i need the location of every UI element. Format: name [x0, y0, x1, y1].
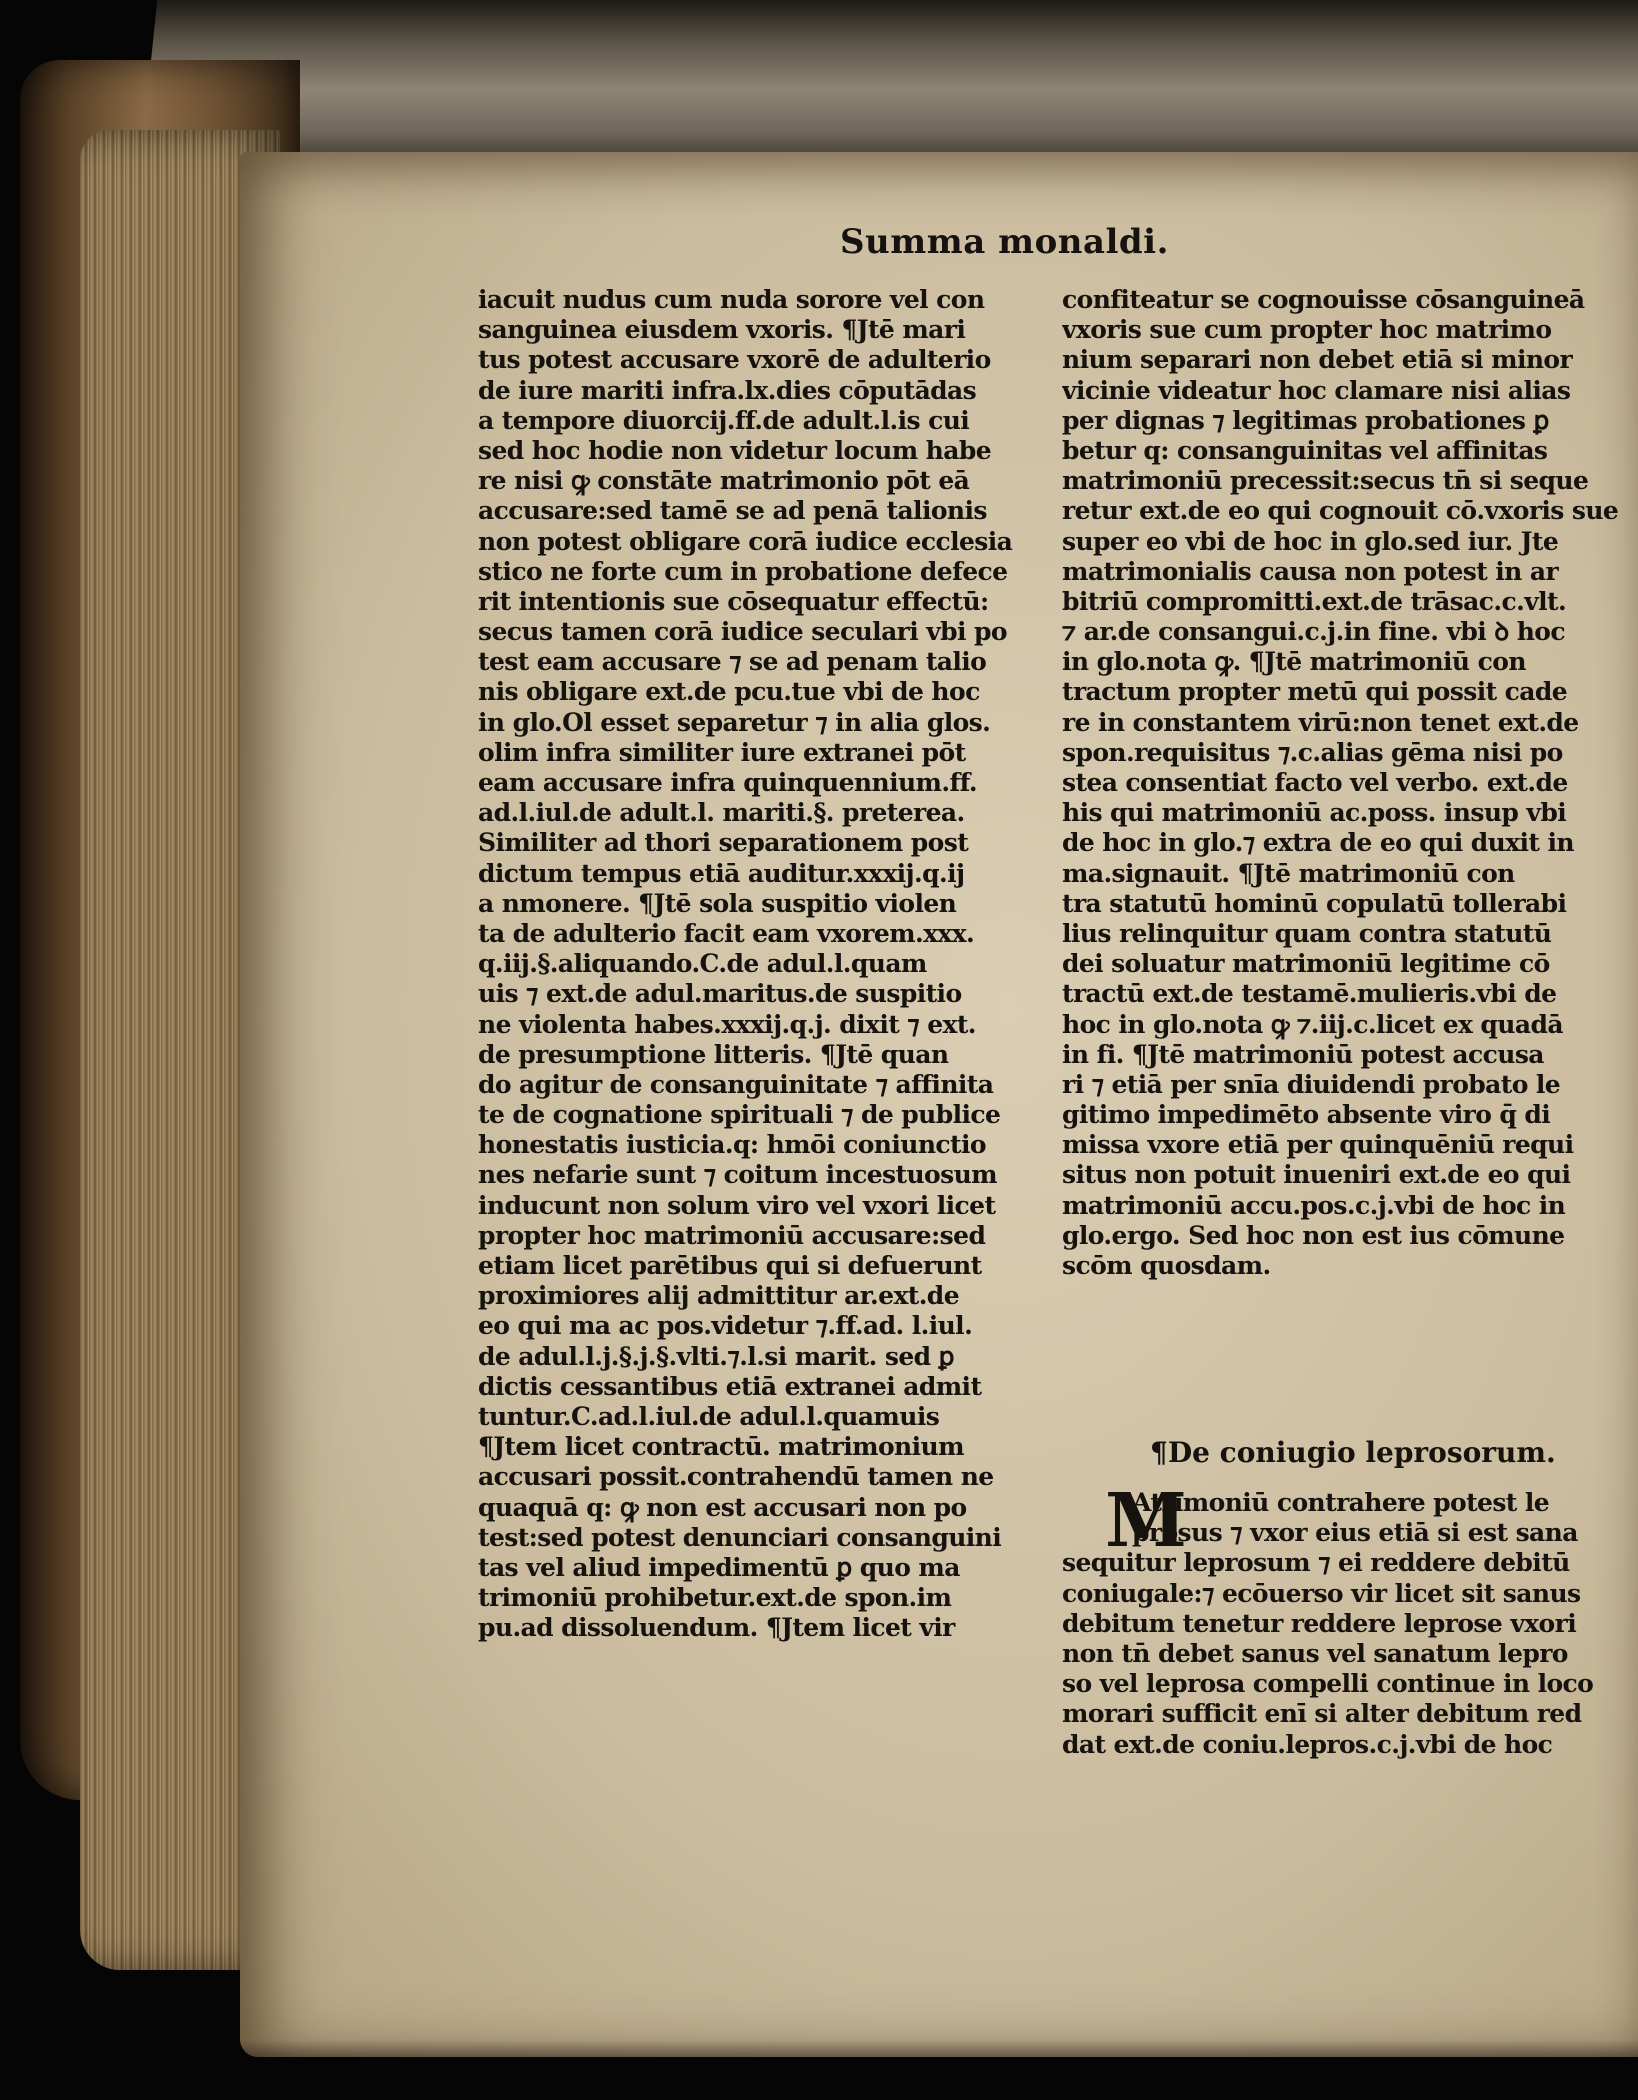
text-line: matrimoniū precessit:secus tn̄ si seque	[1062, 466, 1589, 496]
text-line: so vel leprosa compelli continue in loco	[1062, 1669, 1594, 1699]
text-line: in glo.Ol esset separetur ⁊ in alia glos.	[478, 707, 991, 737]
text-line: dei soluatur matrimoniū legitime cō	[1062, 949, 1550, 979]
text-line: stico ne forte cum in probatione defece	[478, 556, 1008, 586]
text-line: a tempore diuorcij.ff.de adult.l.is cui	[478, 405, 970, 435]
text-line: de presumptione litteris. ¶Jtē quan	[478, 1039, 949, 1069]
section-heading: ¶De coniugio leprosorum.	[1150, 1436, 1556, 1469]
text-line: in fi. ¶Jtē matrimoniū potest accusa	[1062, 1039, 1544, 1069]
text-line: quaquā q: ꝙ non est accusari non po	[478, 1492, 967, 1522]
text-line: re in constantem virū:non tenet ext.de	[1062, 707, 1579, 737]
text-line: scōm quosdam.	[1062, 1251, 1271, 1280]
text-line: bitriū compromitti.ext.de trāsac.c.vlt.	[1062, 586, 1567, 616]
text-line: nium separari non debet etiā si minor	[1062, 345, 1573, 375]
text-line: matrimoniū accu.pos.c.j.vbi de hoc in	[1062, 1190, 1566, 1220]
text-line: his qui matrimoniū ac.poss. insup vbi	[1062, 798, 1567, 828]
text-line: do agitur de consanguinitate ⁊ affinita	[478, 1069, 994, 1099]
text-line: test eam accusare ⁊ se ad penam talio	[478, 647, 987, 677]
text-line: etiam licet parētibus qui si defuerunt	[478, 1251, 982, 1280]
text-line: ta de adulterio facit eam vxorem.xxx.	[478, 918, 975, 948]
text-line: lius relinquitur quam contra statutū	[1062, 918, 1552, 948]
text-line: ne violenta habes.xxxij.q.j. dixit ⁊ ext.	[478, 1009, 976, 1039]
text-line: test:sed potest denunciari consanguini	[478, 1522, 1002, 1552]
text-line: sanguinea eiusdem vxoris. ¶Jtē mari	[478, 315, 966, 345]
text-line: matrimonialis causa non potest in ar	[1062, 556, 1559, 586]
text-line: tractum propter metū qui possit cade	[1062, 677, 1568, 707]
text-line: in glo.nota ꝙ. ¶Jtē matrimoniū con	[1062, 647, 1526, 677]
text-line: confiteatur se cognouisse cōsanguineā	[1062, 285, 1585, 314]
text-line: morari sufficit enī si alter debitum red	[1062, 1699, 1582, 1729]
text-line: tuntur.C.ad.l.iul.de adul.l.quamuis	[478, 1401, 940, 1431]
text-line: te de cognatione spirituali ⁊ de publice	[478, 1100, 1001, 1130]
text-line: propter hoc matrimoniū accusare:sed	[478, 1220, 986, 1250]
text-line: ri ⁊ etiā per snīa diuidendi probato le	[1062, 1069, 1561, 1099]
text-line: sed hoc hodie non videtur locum habe	[478, 435, 992, 465]
text-line: coniugale:⁊ ecōuerso vir licet sit sanus	[1062, 1578, 1581, 1608]
text-line: eo qui ma ac pos.videtur ⁊.ff.ad. l.iul.	[478, 1311, 973, 1341]
text-line: ⁊ ar.de consangui.c.j.in fine. vbi ꝺ hoc	[1062, 617, 1566, 647]
text-line: prosus ⁊ vxor eius etiā si est sana	[1132, 1518, 1578, 1548]
text-line: ¶Jtem licet contractū. matrimonium	[478, 1432, 964, 1462]
bottom-shadow	[240, 2040, 1638, 2100]
text-line: gitimo impedimēto absente viro q̄ di	[1062, 1100, 1551, 1130]
text-line: proximiores alij admittitur ar.ext.de	[478, 1281, 959, 1311]
right-column-lower	[1062, 1478, 1627, 1760]
text-line: ma.signauit. ¶Jtē matrimoniū con	[1062, 858, 1515, 888]
text-line: dat ext.de coniu.lepros.c.j.vbi de hoc	[1062, 1729, 1553, 1759]
drop-cap: M	[1105, 1478, 1187, 1564]
text-line: sequitur leprosum ⁊ ei reddere debitū	[1062, 1548, 1570, 1578]
text-line: vxoris sue cum propter hoc matrimo	[1062, 315, 1552, 345]
text-line: rit intentionis sue cōsequatur effectū:	[478, 586, 989, 616]
text-line: per dignas ⁊ legitimas probationes ꝑ	[1062, 405, 1549, 435]
text-line: ad.l.iul.de adult.l. mariti.§. preterea.	[478, 798, 965, 828]
text-line: uis ⁊ ext.de adul.maritus.de suspitio	[478, 979, 962, 1009]
left-column	[478, 285, 1058, 1643]
text-line: a nmonere. ¶Jtē sola suspitio violen	[478, 888, 957, 918]
text-line: dictis cessantibus etiā extranei admit	[478, 1371, 982, 1401]
text-line: hoc in glo.nota ꝙ ⁊.iij.c.licet ex quadā	[1062, 1009, 1563, 1039]
text-line: betur q: consanguinitas vel affinitas	[1062, 435, 1548, 465]
text-line: spon.requisitus ⁊.c.alias gēma nisi po	[1062, 737, 1563, 767]
text-line: non tn̄ debet sanus vel sanatum lepro	[1062, 1638, 1568, 1668]
text-line: Atrimoniū contrahere potest le	[1132, 1488, 1550, 1517]
text-line: debitum tenetur reddere leprose vxori	[1062, 1608, 1577, 1638]
text-line: missa vxore etiā per quinquēniū requi	[1062, 1130, 1574, 1160]
text-line: glo.ergo. Sed hoc non est ius cōmune	[1062, 1220, 1565, 1250]
text-line: nes nefarie sunt ⁊ coitum incestuosum	[478, 1160, 998, 1190]
text-line: situs non potuit inueniri ext.de eo qui	[1062, 1160, 1571, 1190]
text-line: tra statutū hominū copulatū tollerabi	[1062, 888, 1567, 918]
text-line: olim infra similiter iure extranei pōt	[478, 737, 966, 767]
text-line: tractū ext.de testamē.mulieris.vbi de	[1062, 979, 1557, 1009]
text-line: iacuit nudus cum nuda sorore vel con	[478, 285, 985, 314]
text-line: stea consentiat facto vel verbo. ext.de	[1062, 768, 1568, 797]
text-line: accusari possit.contrahendū tamen ne	[478, 1462, 994, 1492]
text-line: eam accusare infra quinquennium.ff.	[478, 768, 978, 797]
text-line: tus potest accusare vxorē de adulterio	[478, 345, 991, 375]
text-line: Similiter ad thori separationem post	[478, 828, 969, 858]
text-line: de iure mariti infra.lx.dies cōputādas	[478, 375, 977, 405]
running-head: Summa monaldi.	[840, 222, 1169, 262]
text-line: q.iij.§.aliquando.C.de adul.l.quam	[478, 949, 927, 979]
text-line: retur ext.de eo qui cognouit cō.vxoris sue	[1062, 496, 1619, 526]
text-line: secus tamen corā iudice seculari vbi po	[478, 617, 1008, 647]
text-line: honestatis iusticia.q: hmōi coniunctio	[478, 1130, 986, 1160]
text-line: de adul.l.j.§.j.§.vlti.⁊.l.si marit. sed ꝑ	[478, 1341, 954, 1371]
text-line: trimoniū prohibetur.ext.de spon.im	[478, 1583, 952, 1613]
book-top-edge	[140, 0, 1638, 165]
text-line: vicinie videatur hoc clamare nisi alias	[1062, 375, 1571, 405]
text-line: dictum tempus etiā auditur.xxxij.q.ij	[478, 858, 965, 888]
text-line: re nisi ꝙ constāte matrimonio pōt eā	[478, 466, 970, 496]
text-line: tas vel aliud impedimentū ꝑ quo ma	[478, 1552, 960, 1582]
right-column-upper	[1062, 285, 1627, 1281]
text-line: pu.ad dissoluendum. ¶Jtem licet vir	[478, 1613, 955, 1643]
text-line: de hoc in glo.⁊ extra de eo qui duxit in	[1062, 828, 1574, 858]
text-line: non potest obligare corā iudice ecclesia	[478, 526, 1013, 556]
text-line: inducunt non solum viro vel vxori licet	[478, 1190, 996, 1220]
text-line: accusare:sed tamē se ad penā talionis	[478, 496, 987, 526]
text-line: super eo vbi de hoc in glo.sed iur. Jte	[1062, 526, 1559, 556]
text-line: nis obligare ext.de pcu.tue vbi de hoc	[478, 677, 980, 707]
